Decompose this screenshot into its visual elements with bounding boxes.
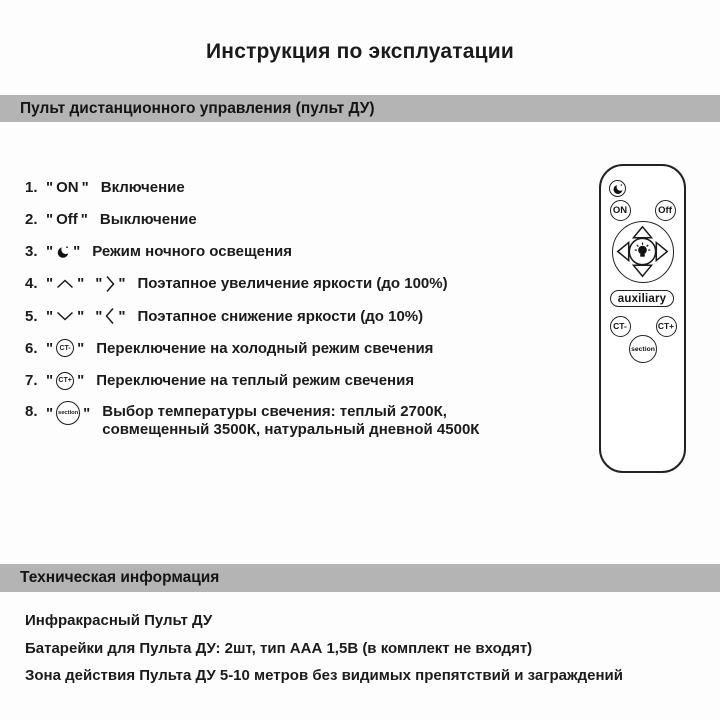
brightness-dpad xyxy=(612,221,674,283)
quote-mark: " xyxy=(80,210,88,228)
ct-plus-label: CT+ xyxy=(657,321,675,331)
arrow-up-icon xyxy=(633,227,651,238)
tech-info-line: Батарейки для Пульта ДУ: 2шт, тип ААА 1,5В (в комплект не входят) xyxy=(25,640,533,657)
instruction-text xyxy=(138,308,424,325)
quoted-symbol xyxy=(43,179,92,196)
instruction-list xyxy=(25,177,585,450)
item-symbols xyxy=(43,307,129,325)
item-number: 3. xyxy=(25,243,38,261)
quote-mark: " xyxy=(95,275,103,293)
auxiliary-button xyxy=(610,290,674,307)
item-number: 5. xyxy=(25,307,38,325)
instruction-text xyxy=(92,243,292,260)
quoted-symbol xyxy=(43,401,93,425)
item-number: 6. xyxy=(25,339,38,357)
section-header-tech: Техническая информация xyxy=(0,564,720,592)
instruction-row xyxy=(25,371,585,391)
instruction-row xyxy=(25,274,585,294)
quote-mark: " xyxy=(46,307,54,325)
item-number: 4. xyxy=(25,275,38,293)
quote-mark: " xyxy=(77,339,85,357)
item-symbols xyxy=(43,243,83,260)
quote-mark: " xyxy=(77,307,85,325)
on-button-label: ON xyxy=(612,204,628,216)
instruction-text-line: Переключение на теплый режим свечения xyxy=(96,372,415,390)
instruction-text xyxy=(138,275,448,292)
instruction-text xyxy=(101,179,185,196)
moon-icon xyxy=(56,245,70,259)
chevron-down-icon xyxy=(56,311,74,321)
on-button xyxy=(610,200,631,221)
item-symbols xyxy=(43,339,87,357)
section-header-remote: Пульт дистанционного управления (пульт ДУ) xyxy=(0,95,720,122)
tech-info-line: Зона действия Пульта ДУ 5-10 метров без видимых препятствий и заграждений xyxy=(25,667,623,684)
instruction-text-line: Поэтапное снижение яркости (до 10%) xyxy=(137,307,424,325)
auxiliary-button-label: auxiliary xyxy=(617,292,667,305)
quote-mark: " xyxy=(118,275,126,293)
quote-mark: " xyxy=(81,178,89,196)
quoted-symbol xyxy=(92,307,128,325)
instruction-row xyxy=(25,242,585,262)
chevron-left-icon xyxy=(105,307,115,325)
ct-minus-label: CT- xyxy=(613,321,627,331)
quote-mark: " xyxy=(46,372,54,390)
item-symbols xyxy=(43,401,93,425)
arrow-right-icon xyxy=(656,242,667,260)
quote-mark: " xyxy=(118,307,126,325)
quote-mark: " xyxy=(46,243,54,261)
instruction-text-line: Переключение на холодный режим свечения xyxy=(96,339,434,357)
instruction-row xyxy=(25,306,585,326)
quote-mark: " xyxy=(77,372,85,390)
symbol-label: Off xyxy=(56,210,78,228)
quoted-symbol xyxy=(92,275,128,293)
quoted-symbol xyxy=(43,372,87,390)
instruction-text xyxy=(96,372,414,389)
item-symbols xyxy=(43,372,87,390)
quote-mark: " xyxy=(46,178,54,196)
off-button-label: Off xyxy=(658,204,672,216)
quote-mark: " xyxy=(46,339,54,357)
instruction-row xyxy=(25,209,585,229)
arrow-left-icon xyxy=(618,242,629,260)
page-title: Инструкция по эксплуатации xyxy=(206,40,514,63)
instruction-text-line: совмещенный 3500К, натуральный дневной 4500К xyxy=(102,421,480,439)
instruction-text-line: Режим ночного освещения xyxy=(92,243,293,261)
quote-mark: " xyxy=(46,275,54,293)
quoted-symbol xyxy=(43,243,83,260)
quoted-symbol xyxy=(43,275,87,292)
instruction-row xyxy=(25,177,585,197)
dpad-arrows-and-bulb-icon xyxy=(613,222,672,281)
section-button-label: section xyxy=(631,345,655,353)
item-symbols xyxy=(43,179,92,196)
item-number: 1. xyxy=(25,178,38,196)
instruction-text-line: Поэтапное увеличение яркости (до 100%) xyxy=(137,275,448,293)
symbol-circle-button: section xyxy=(56,401,80,425)
quote-mark: " xyxy=(83,404,91,422)
quoted-symbol xyxy=(43,211,91,228)
quote-mark: " xyxy=(46,404,54,422)
instruction-text-line: Выбор температуры свечения: теплый 2700К, xyxy=(102,403,447,421)
item-number: 8. xyxy=(25,403,38,421)
item-number: 2. xyxy=(25,210,38,228)
quote-mark: " xyxy=(73,243,81,261)
chevron-up-icon xyxy=(56,279,74,289)
item-symbols xyxy=(43,211,91,228)
instruction-text xyxy=(96,340,433,357)
quoted-symbol xyxy=(43,308,87,325)
quoted-symbol xyxy=(43,339,87,357)
instruction-text-line: Включение xyxy=(100,178,185,196)
tech-info-line: Инфракрасный Пульт ДУ xyxy=(25,612,213,629)
symbol-circle-button: CT- xyxy=(56,339,74,357)
item-symbols xyxy=(43,275,129,293)
instruction-text-line: Выключение xyxy=(99,210,197,228)
moon-icon xyxy=(612,183,624,195)
section-button xyxy=(629,335,657,363)
instruction-text xyxy=(100,211,197,228)
night-mode-button xyxy=(609,180,626,197)
item-number: 7. xyxy=(25,372,38,390)
off-button xyxy=(655,200,676,221)
remote-illustration xyxy=(599,164,686,473)
chevron-right-icon xyxy=(105,275,115,293)
symbol-circle-button: CT+ xyxy=(56,372,74,390)
quote-mark: " xyxy=(77,275,85,293)
arrow-down-icon xyxy=(633,265,651,276)
quote-mark: " xyxy=(95,307,103,325)
quote-mark: " xyxy=(46,210,54,228)
instruction-row xyxy=(25,338,585,358)
ct-minus-button xyxy=(610,316,631,337)
ct-plus-button xyxy=(656,316,677,337)
instruction-row xyxy=(25,403,585,438)
instruction-text xyxy=(102,403,479,438)
symbol-label: ON xyxy=(56,178,79,196)
